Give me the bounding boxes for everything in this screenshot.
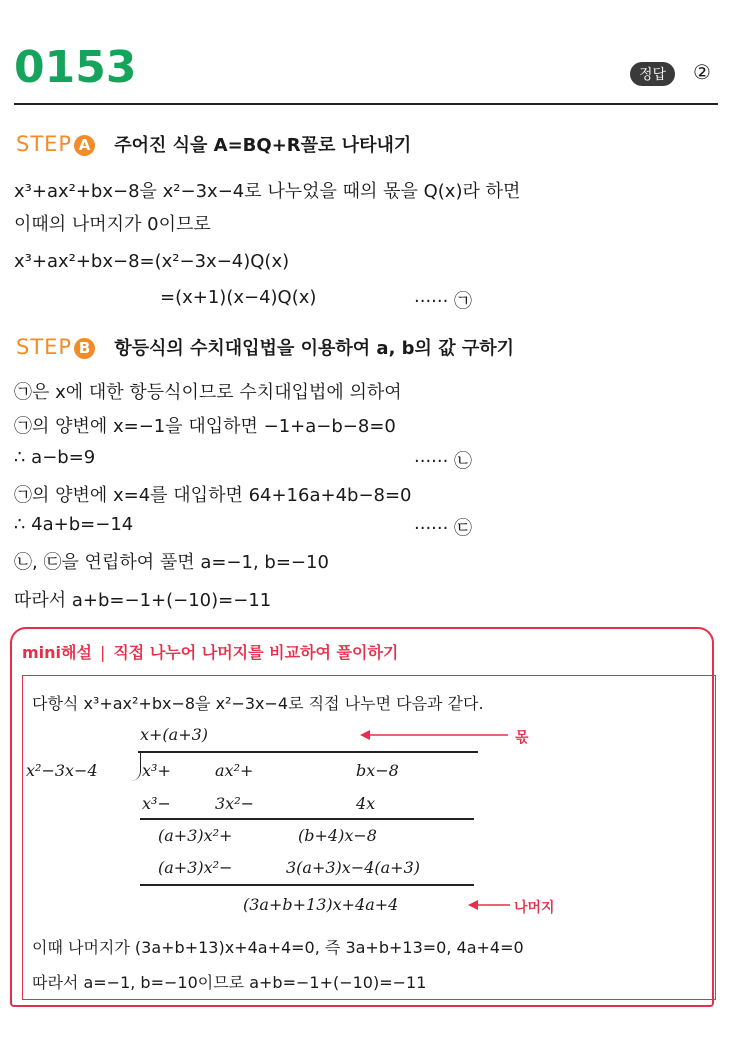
answer-value: ②: [693, 60, 711, 84]
step-b-line-5: ∴ 4a+b=−14: [14, 514, 134, 535]
step-b-ref-2: ······ ㉡: [414, 451, 473, 472]
mini-title: 직접 나누어 나머지를 비교하여 풀이하기: [113, 643, 399, 662]
mini-label: mini해설: [22, 643, 92, 662]
sub2-term-2: 3(a+3)x−4(a+3): [286, 858, 421, 877]
sub1-term-3: 4x: [356, 794, 376, 813]
step-b-label: STEP: [16, 335, 73, 359]
step-b-line-4: ㉠의 양변에 x=4를 대입하면 64+16a+4b−8=0: [14, 485, 412, 506]
mini-conclusion-1: 이때 나머지가 (3a+b+13)x+4a+4=0, 즉 3a+b+13=0, 4a+4=0: [32, 938, 524, 957]
rem1-term-2: (b+4)x−8: [298, 826, 377, 845]
mini-intro: 다항식 x³+ax²+bx−8을 x²−3x−4로 직접 나누면 다음과 같다.: [32, 694, 484, 713]
step-a-label: STEP: [16, 132, 73, 156]
step-b-line-7: 따라서 a+b=−1+(−10)=−11: [14, 590, 272, 611]
sub1-term-2: 3x²−: [215, 794, 255, 813]
division-bracket: [128, 751, 141, 781]
problem-number: 0153: [14, 42, 137, 93]
step-a-title: 주어진 식을 A=BQ+R꼴로 나타내기: [114, 135, 412, 156]
sub2-term-1: (a+3)x²−: [158, 858, 233, 877]
step-b-line-1: ㉠은 x에 대한 항등식이므로 수치대입법에 의하여: [14, 382, 402, 403]
mini-title-bar: [22, 640, 398, 663]
step-b-ref-3: ······ ㉢: [414, 518, 473, 539]
step-a-line-1: x³+ax²+bx−8을 x²−3x−4로 나누었을 때의 몫을 Q(x)라 하면: [14, 181, 521, 202]
step-b-title: 항등식의 수치대입법을 이용하여 a, b의 값 구하기: [114, 338, 515, 359]
step-a-heading: [16, 131, 411, 157]
div-row-term-2: ax²+: [215, 761, 254, 780]
remainder-arrow: [468, 898, 512, 912]
sub1-term-1: x³−: [142, 794, 171, 813]
subtract-rule-2: [140, 884, 474, 886]
step-b-line-6: ㉡, ㉢을 연립하여 풀면 a=−1, b=−10: [14, 552, 329, 573]
header-divider: [14, 103, 718, 105]
answer-badge: 정답: [630, 62, 675, 86]
mini-separator: |: [99, 643, 106, 662]
step-b-line-2: ㉠의 양변에 x=−1을 대입하면 −1+a−b−8=0: [14, 416, 396, 437]
division-quotient: x+(a+3): [140, 725, 209, 744]
division-bar: [138, 751, 478, 753]
division-divisor: x²−3x−4: [26, 761, 98, 780]
quotient-tag: 몫: [515, 730, 529, 746]
step-a-line-3: x³+ax²+bx−8=(x²−3x−4)Q(x): [14, 251, 290, 272]
step-a-ref-1: ······ ㉠: [414, 291, 473, 312]
div-row-term-1: x³+: [142, 761, 171, 780]
div-row-term-3: bx−8: [356, 761, 399, 780]
remainder-tag: 나머지: [514, 900, 555, 916]
step-b-letter-badge: B: [74, 338, 95, 359]
mini-conclusion-2: 따라서 a=−1, b=−10이므로 a+b=−1+(−10)=−11: [32, 973, 427, 992]
subtract-rule-1: [140, 818, 474, 820]
division-remainder: (3a+b+13)x+4a+4: [243, 895, 399, 914]
step-a-letter-badge: A: [74, 135, 95, 156]
quotient-arrow: [360, 728, 510, 742]
step-b-line-3: ∴ a−b=9: [14, 447, 96, 468]
step-a-line-4: =(x+1)(x−4)Q(x): [160, 287, 317, 308]
rem1-term-1: (a+3)x²+: [158, 826, 233, 845]
step-b-heading: [16, 334, 514, 360]
step-a-line-2: 이때의 나머지가 0이므로: [14, 214, 211, 235]
